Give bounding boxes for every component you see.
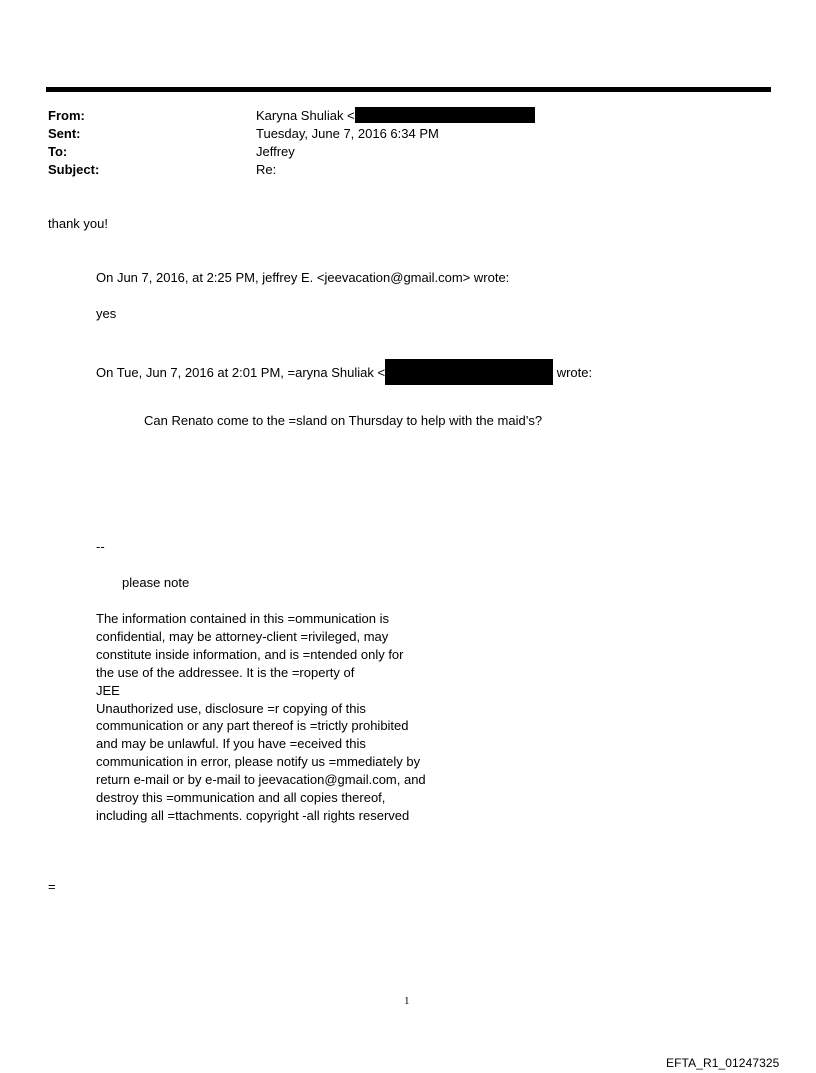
disclaimer-line: and may be unlawful. If you have =eceived this xyxy=(96,736,366,752)
disclaimer-line: constitute inside information, and is =ntended only for xyxy=(96,646,404,662)
from-value xyxy=(256,107,535,125)
to-value: Jeffrey xyxy=(256,144,295,159)
sent-label: Sent: xyxy=(48,126,81,141)
subject-label: Subject: xyxy=(48,162,100,177)
disclaimer-line: confidential, may be attorney-client =rivileged, may xyxy=(96,628,389,644)
quote2-header-end: wrote: xyxy=(553,365,593,380)
quote2-header xyxy=(96,359,592,385)
reply-text: thank you! xyxy=(48,216,108,231)
redaction-box xyxy=(355,107,535,123)
header-rule xyxy=(46,87,771,92)
signature-separator: -- xyxy=(96,539,105,554)
disclaimer-line: Unauthorized use, disclosure =r copying of this xyxy=(96,700,366,716)
disclaimer-line: communication in error, please notify us =mmediately by xyxy=(96,754,421,770)
disclaimer-line: destroy this =ommunication and all copies thereof, xyxy=(96,790,386,806)
disclaimer-line: communication or any part thereof is =trictly prohibited xyxy=(96,718,409,734)
confidentiality-disclaimer xyxy=(96,610,456,825)
redaction-box xyxy=(385,359,553,385)
quote1-header: On Jun 7, 2016, at 2:25 PM, jeffrey E. <jeevacation@gmail.com> wrote: xyxy=(96,270,510,285)
disclaimer-line: JEE xyxy=(96,682,120,698)
please-note: please note xyxy=(122,575,190,590)
trailing-char: = xyxy=(48,879,56,894)
sent-value: Tuesday, June 7, 2016 6:34 PM xyxy=(256,126,439,141)
bates-number: EFTA_R1_01247325 xyxy=(666,1056,780,1070)
to-label: To: xyxy=(48,144,68,159)
quote1-text: yes xyxy=(96,306,117,321)
from-name: Karyna Shuliak < xyxy=(256,108,355,123)
disclaimer-line: the use of the addressee. It is the =roperty of xyxy=(96,664,355,680)
disclaimer-line: The information contained in this =ommunication is xyxy=(96,611,390,626)
disclaimer-line: including all =ttachments. copyright -all rights reserved xyxy=(96,807,410,823)
subject-value: Re: xyxy=(256,162,277,177)
from-label: From: xyxy=(48,108,85,123)
quote2-text: Can Renato come to the =sland on Thursday to help with the maid’s? xyxy=(144,413,543,428)
page-number: 1 xyxy=(404,995,410,1007)
disclaimer-line: return e-mail or by e-mail to jeevacation@gmail.com, and xyxy=(96,772,426,788)
quote2-header-start: On Tue, Jun 7, 2016 at 2:01 PM, =aryna Shuliak < xyxy=(96,365,386,380)
